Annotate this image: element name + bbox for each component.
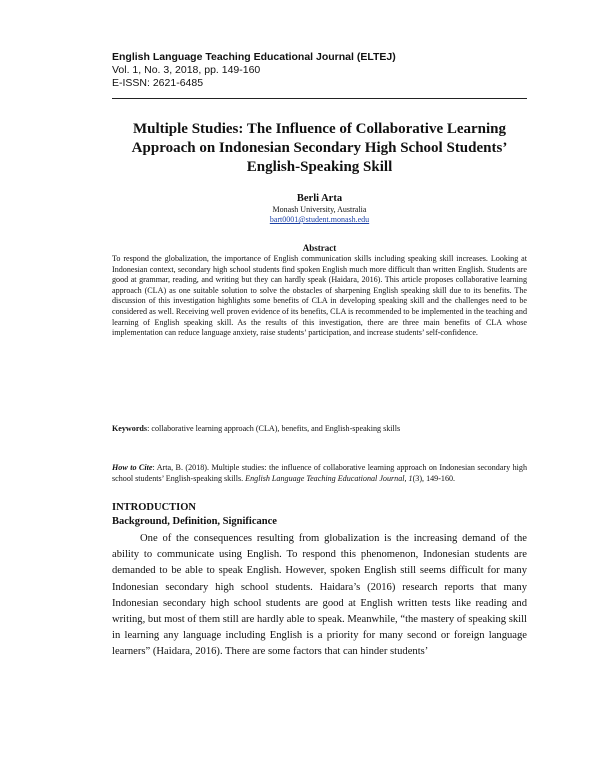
citation-issue: (3), 149-160. bbox=[412, 473, 456, 483]
citation-journal: English Language Teaching Educational Journal, 1 bbox=[245, 473, 413, 483]
keywords-label: Keywords bbox=[112, 424, 148, 433]
paper-title: Multiple Studies: The Influence of Collaborative Learning Approach on Indonesian Secondary High School Students’ English-Speaking Skill bbox=[131, 121, 508, 175]
author-block bbox=[112, 192, 527, 225]
keywords-text: : collaborative learning approach (CLA), benefits, and English-speaking skills bbox=[147, 424, 401, 433]
journal-volume: Vol. 1, No. 3, 2018, pp. 149-160 bbox=[112, 64, 261, 76]
citation bbox=[112, 463, 527, 484]
author-email-link[interactable]: bart0001@student.monash.edu bbox=[269, 215, 370, 224]
introduction-paragraph: One of the consequences resulting from globalization is the increasing demand of the ability to communicate using English. To respond this phenomenon, Indonesian students are demanded to be able to speak English. However, spoken English still seems difficult for many Indonesian secondary high school students. Haidara’s (2016) research reports that many Indonesian secondary high school students are good at English written tests like reading and writing, but most of them still are hardly able to speak. Meanwhile, “the mastery of speaking skill in learning any language including English is a priority for many second or foreign language learners” (Haidara, 2016). There are some factors that can hinder students’ bbox=[112, 533, 527, 658]
abstract-heading: Abstract bbox=[302, 243, 337, 253]
journal-issn: E-ISSN: 2621-6485 bbox=[112, 77, 204, 89]
citation-label: How to Cite bbox=[112, 463, 153, 472]
journal-title: English Language Teaching Educational Journal (ELTEJ) bbox=[112, 51, 396, 63]
journal-header bbox=[112, 51, 532, 90]
introduction-subheading: Background, Definition, Significance bbox=[112, 516, 277, 527]
author-name: Berli Arta bbox=[296, 193, 343, 204]
introduction-heading: INTRODUCTION bbox=[112, 502, 197, 513]
citation-text: : Arta, B. (2018). Multiple studies: the influence of collaborative learning approach on Indonesian secondary high school students’ English-speaking skills. bbox=[112, 463, 527, 483]
abstract-text: To respond the globalization, the importance of English communication skills including speaking skill increases. Looking at Indonesian context, secondary high school students find spoken English much more difficult than written English. Students are good at grammar, reading, and writing but they can hardly speak (Haidara, 2016). This article proposes collaborative learning approach (CLA) as one suitable solution to solve the obstacles of sharpening English speaking skill due to its benefits. The discussion of this investigation highlights some benefits of CLA in developing speaking skill and the challenges need to be considered as well. Receiving well proven evidence of its benefits, CLA is recommended to be implemented in the teaching and learning of English speaking skill. As the results of this investigation, there are three main benefits of CLA whose implementation can reduce language anxiety, raise students’ participation, and increase students’ self-confidence. bbox=[112, 254, 527, 338]
keywords bbox=[112, 424, 527, 435]
header-divider bbox=[112, 98, 527, 99]
author-affiliation: Monash University, Australia bbox=[272, 205, 367, 214]
